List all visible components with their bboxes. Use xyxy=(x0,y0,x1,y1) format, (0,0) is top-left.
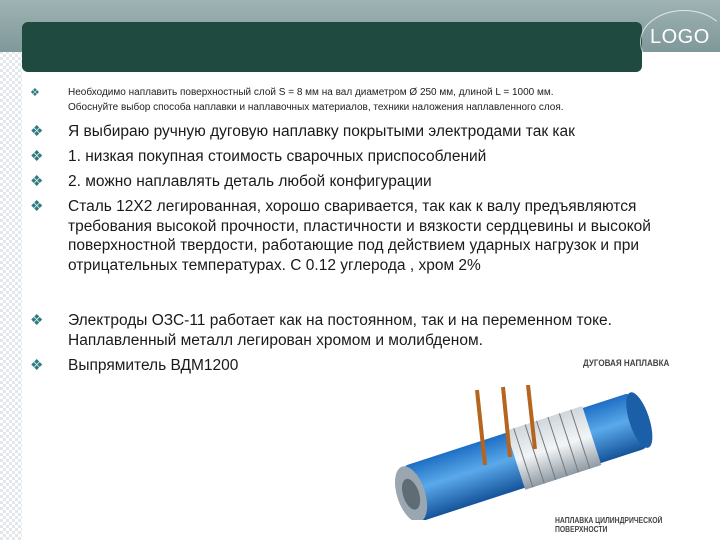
bullet-diamond-icon: ❖ xyxy=(30,198,44,215)
task-line-2: Обоснуйте выбор способа наплавки и наплавочных материалов, техники наложения наплавленного слоя. xyxy=(68,102,564,113)
bullet-diamond-icon: ❖ xyxy=(30,123,44,140)
title-box xyxy=(22,22,642,72)
bullet-diamond-icon: ❖ xyxy=(30,357,44,374)
bullet-diamond-icon: ❖ xyxy=(30,173,44,190)
list-item: Я выбираю ручную дуговую наплавку покрытыми электродами так как xyxy=(68,123,575,140)
bullet-diamond-icon: ❖ xyxy=(30,87,40,99)
bullet-diamond-icon: ❖ xyxy=(30,312,44,329)
logo: LOGO xyxy=(650,26,710,48)
arc-surfacing-illustration xyxy=(365,385,700,520)
list-item: 2. можно наплавлять деталь любой конфигурации xyxy=(68,173,432,190)
list-item: Электроды ОЗС-11 работает как на постоянном, так и на переменном токе. Наплавленный металл легирован хромом и молибденом. xyxy=(68,312,612,349)
figure-title: ДУГОВАЯ НАПЛАВКА xyxy=(583,358,670,369)
task-line-1: Необходимо наплавить поверхностный слой S = 8 мм на вал диаметром Ø 250 мм, длиной L = 1000 мм. xyxy=(68,87,554,98)
decorative-checker-strip xyxy=(0,0,22,540)
list-item: Сталь 12Х2 легированная, хорошо сваривается, так как к валу предъявляются требования высокой прочности, пластичности и вязкости сердцевины и высокой поверхностной твердости, работающие под действием ударных нагрузок и при отрицательных температурах. С 0.12 углерода , хром 2% xyxy=(68,198,651,274)
list-item: 1. низкая покупная стоимость сварочных приспособлений xyxy=(68,148,487,165)
bullet-diamond-icon: ❖ xyxy=(30,148,44,165)
task-description xyxy=(68,85,698,115)
list-item: Выпрямитель ВДМ1200 xyxy=(68,357,239,374)
figure-caption: НАПЛАВКА ЦИЛИНДРИЧЕСКОЙ ПОВЕРХНОСТИ xyxy=(555,516,663,534)
